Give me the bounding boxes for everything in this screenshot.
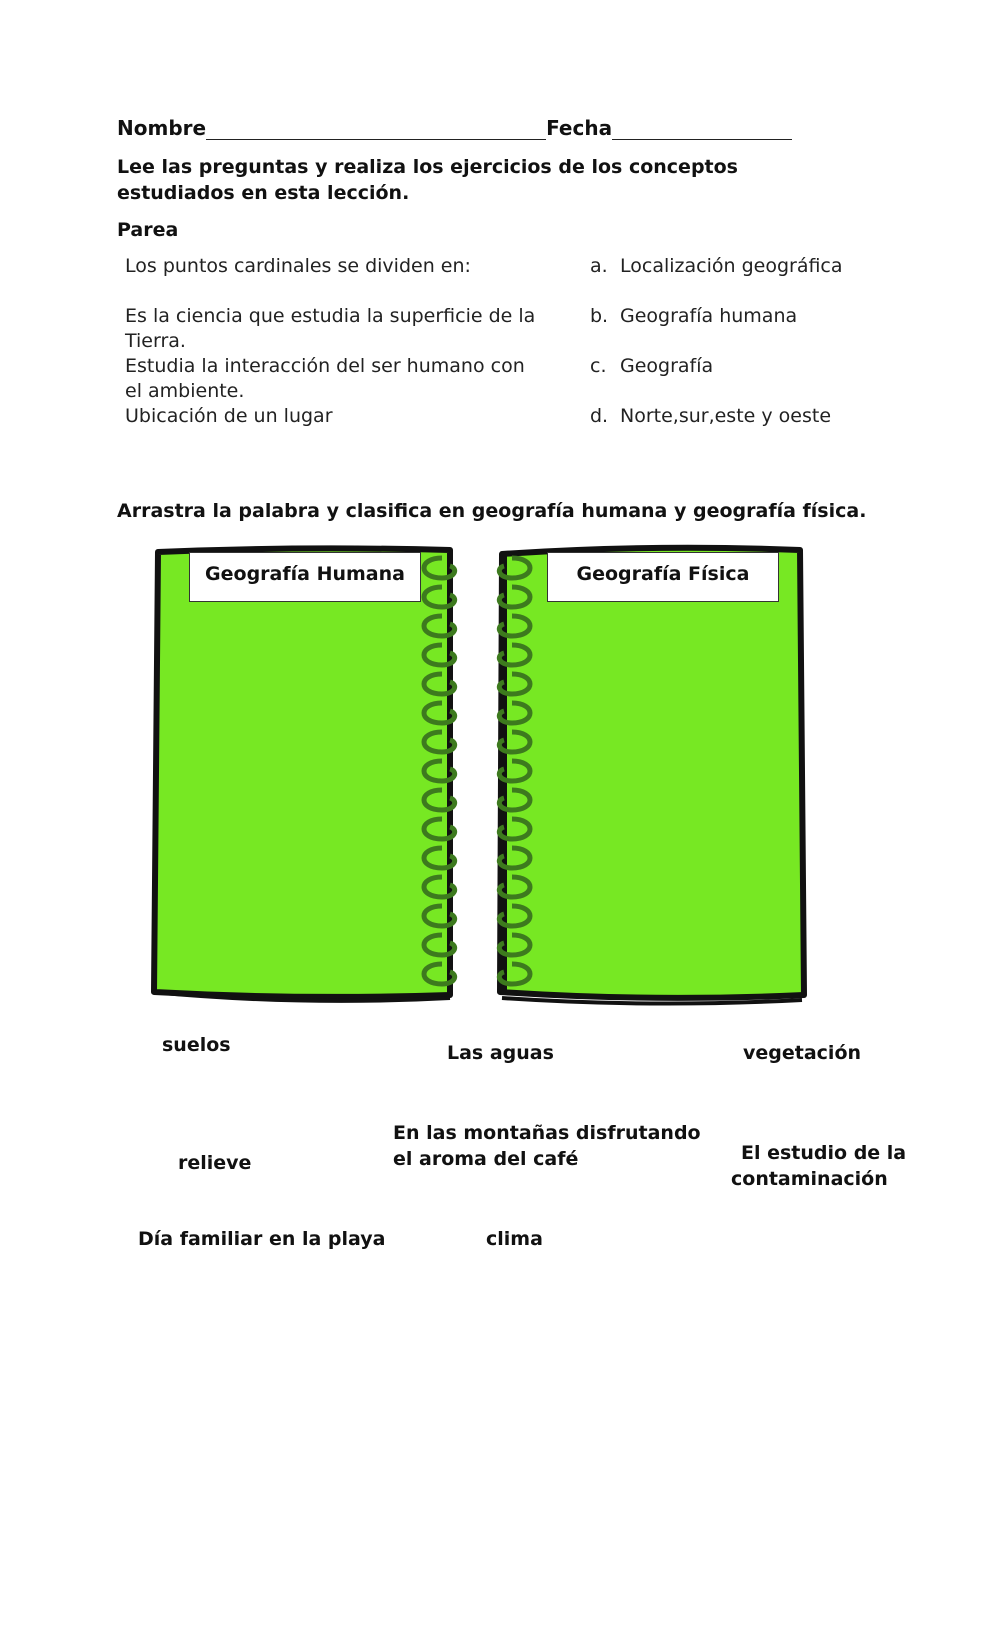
word-vegetacion[interactable]: vegetación [743,1042,862,1064]
right-notebook-cover [500,548,804,998]
option-letter: a. [590,255,608,277]
word-contaminacion-line2: contaminación [731,1168,888,1190]
geografia-fisica-label: Geografía Física [547,552,779,602]
option-text: Geografía [620,355,714,377]
option-text: Geografía humana [620,305,798,327]
match-option-b[interactable] [590,304,797,329]
name-field[interactable] [206,119,546,140]
match-question-1: Los puntos cardinales se dividen en: [125,255,471,277]
notebook-drop-area [150,540,850,1010]
option-letter: d. [590,405,609,427]
match-option-d[interactable] [590,404,831,429]
option-text: Norte,sur,este y oeste [620,405,832,427]
option-letter: c. [590,355,607,377]
match-question-2: Es la ciencia que estudia la superficie de la Tierra. [125,305,536,352]
word-clima[interactable]: clima [486,1228,543,1250]
option-text: Localización geográfica [620,255,843,277]
left-notebook-cover [154,548,450,997]
word-playa[interactable]: Día familiar en la playa [138,1228,386,1250]
notebook-illustration [150,540,850,1010]
word-contaminacion-line1: El estudio de la [741,1142,907,1164]
word-relieve[interactable]: relieve [178,1152,252,1174]
classify-instruction: Arrastra la palabra y clasifica en geografía humana y geografía física. [117,500,867,522]
name-label: Nombre [117,116,207,140]
option-letter: b. [590,305,609,327]
match-question-4: Ubicación de un lugar [125,405,333,427]
word-suelos[interactable]: suelos [162,1034,231,1056]
match-option-c[interactable] [590,354,713,379]
word-montanas[interactable] [393,1120,701,1172]
date-field[interactable] [612,119,792,140]
geografia-humana-label: Geografía Humana [189,552,421,602]
match-option-a[interactable] [590,254,843,279]
header-line [117,116,792,140]
word-montanas-line1: En las montañas disfrutando [393,1122,701,1144]
word-montanas-line2: el aroma del café [393,1148,579,1170]
match-section-title: Parea [117,219,179,241]
date-label: Fecha [546,116,613,140]
instructions: Lee las preguntas y realiza los ejercicios de los conceptos estudiados en esta lección. [117,156,738,204]
match-question-3: Estudia la interacción del ser humano con el ambiente. [125,355,525,402]
word-las-aguas[interactable]: Las aguas [447,1042,554,1064]
word-contaminacion[interactable] [731,1140,906,1192]
